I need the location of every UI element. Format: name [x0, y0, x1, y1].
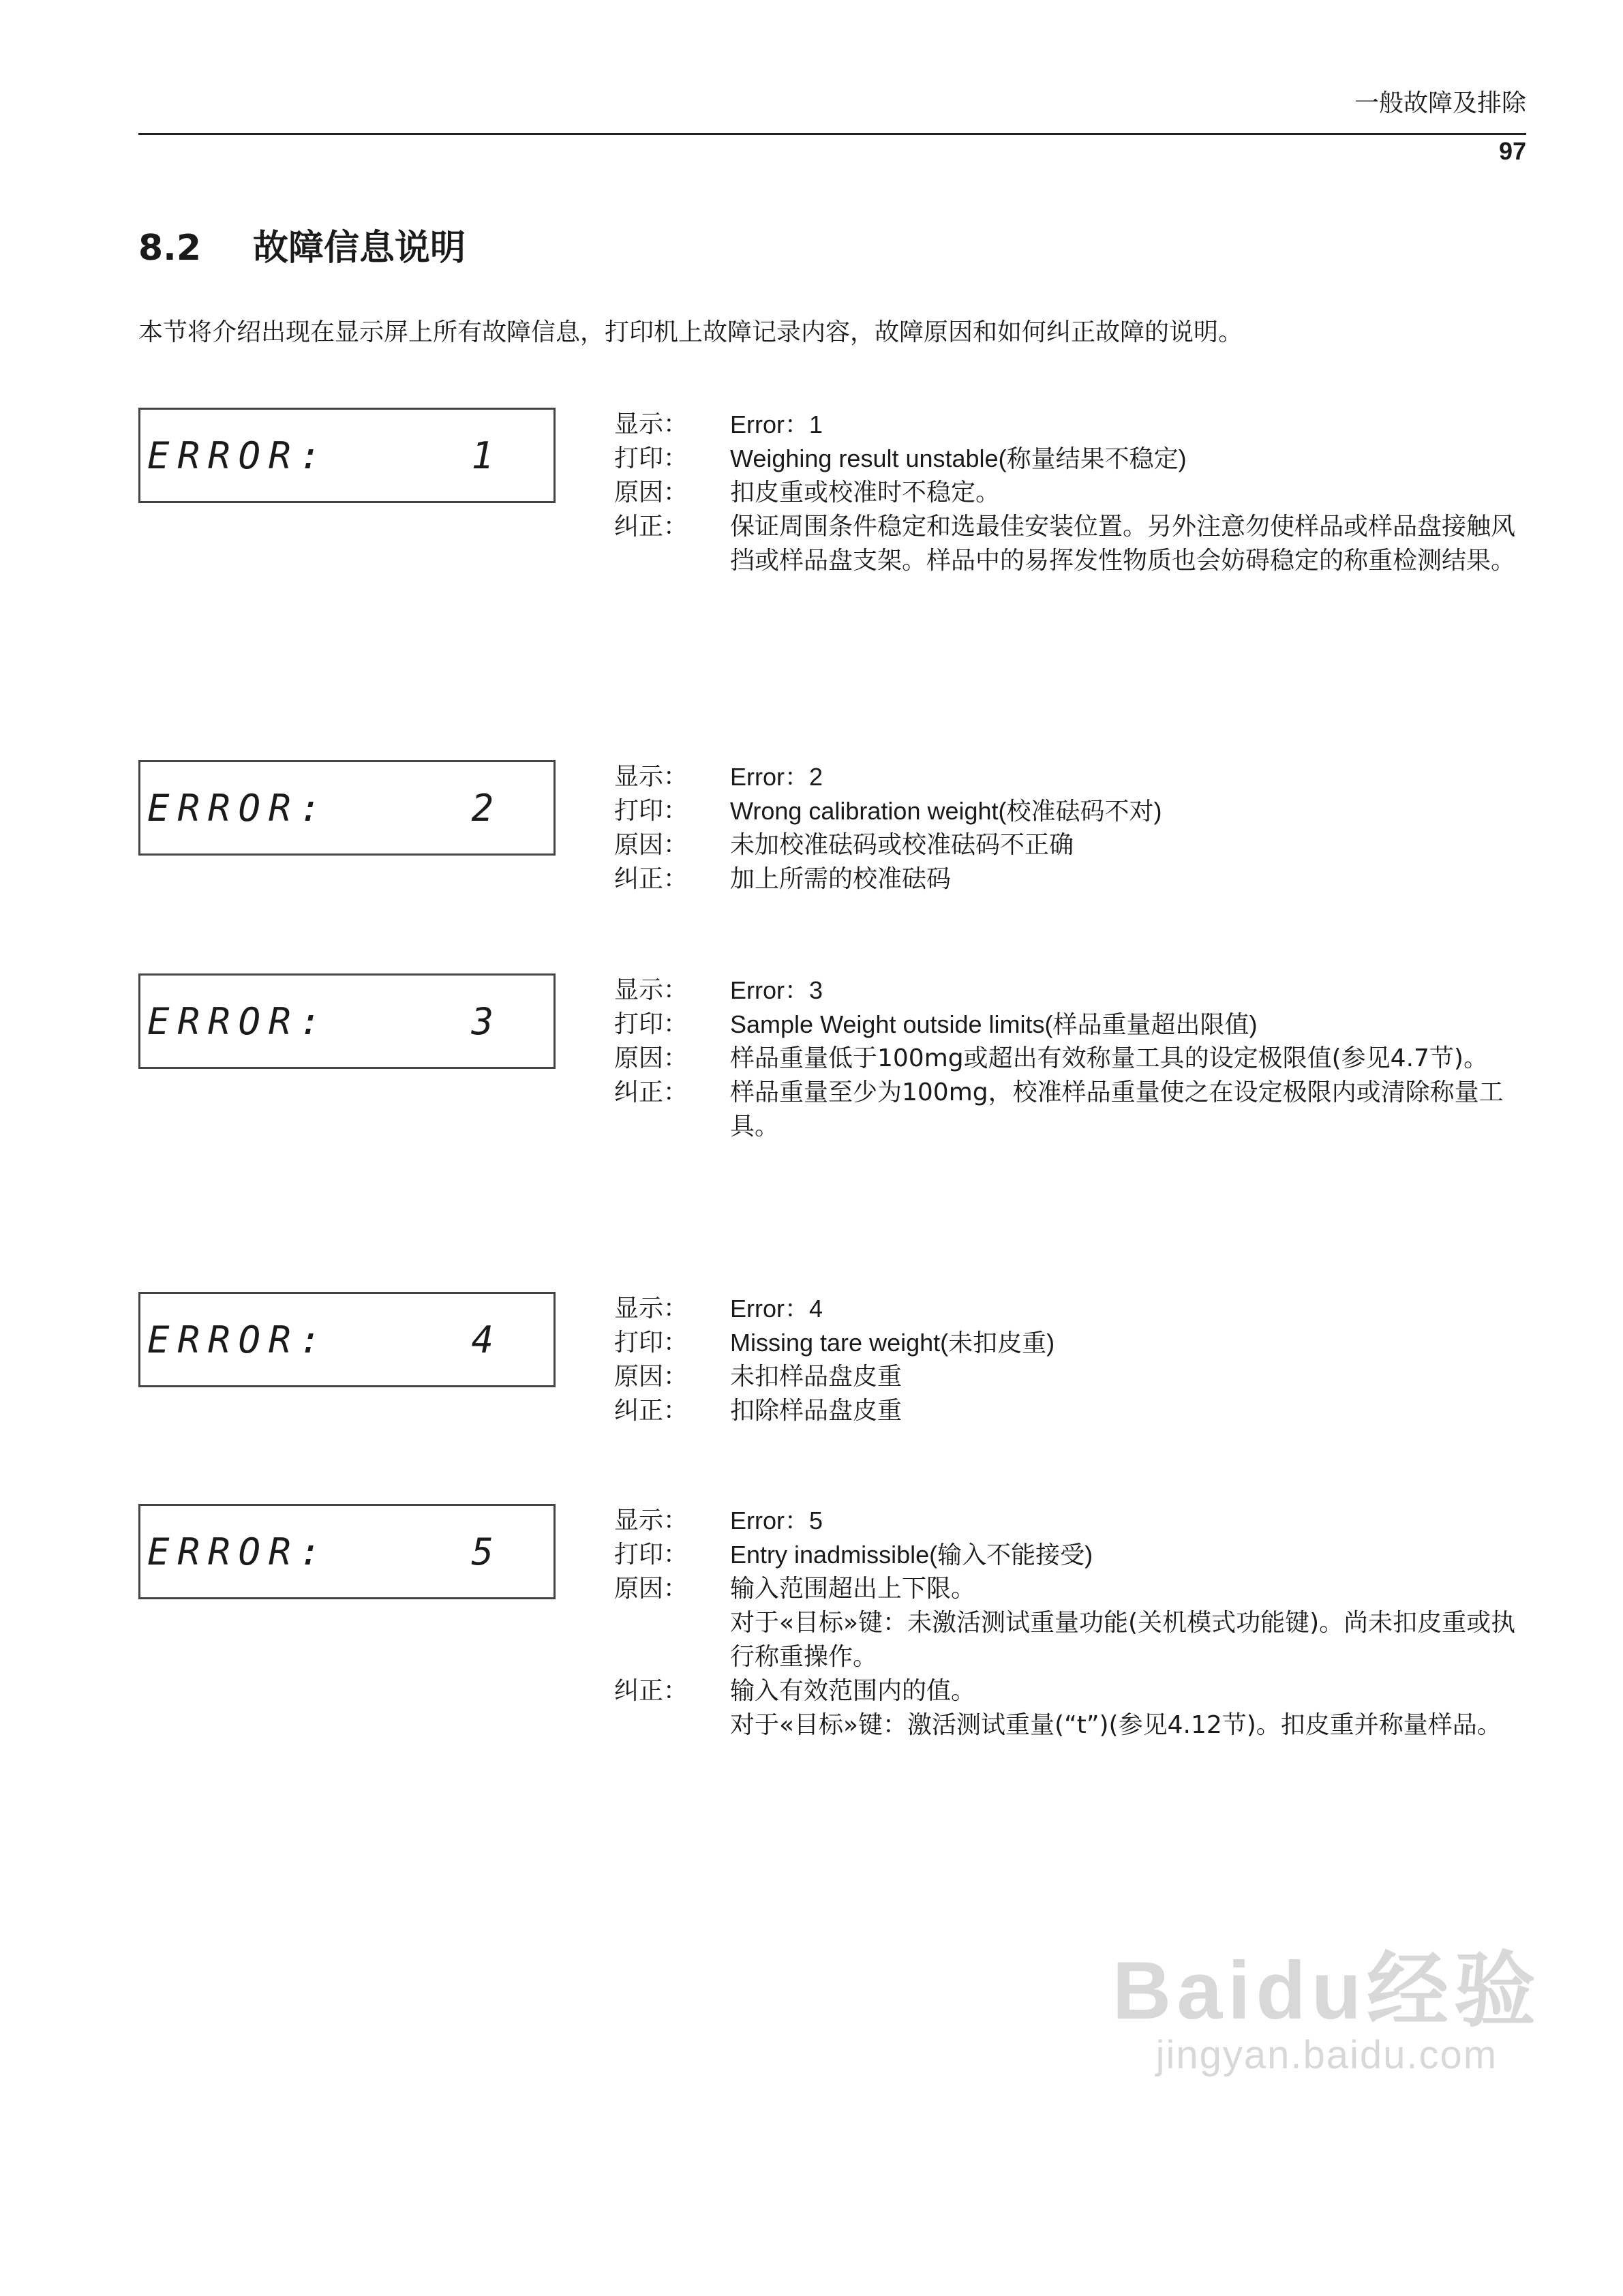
watermark-site: jingyan.baidu.com [1155, 2033, 1498, 2077]
section-title: 故障信息说明 [253, 228, 466, 269]
print-value: Wrong calibration weight(校准砝码不对) [730, 797, 1162, 825]
cause-label: 原因： [614, 1363, 688, 1391]
print-value: Entry inadmissible(输入不能接受) [730, 1541, 1093, 1569]
cause-row [614, 1572, 1529, 1606]
remedy-row [614, 1076, 1529, 1144]
lcd-error-code: 4 [471, 1318, 502, 1361]
cause-label: 原因： [614, 1044, 688, 1072]
print-label: 打印： [614, 1541, 688, 1569]
display-value: Error：2 [730, 763, 823, 791]
remedy-row [614, 862, 1529, 896]
lcd-error-code: 5 [471, 1530, 502, 1573]
lcd-display [138, 408, 556, 503]
display-row [614, 760, 1529, 794]
intro-paragraph: 本节将介绍出现在显示屏上所有故障信息，打印机上故障记录内容，故障原因和如何纠正故障的说明。 [138, 318, 1243, 346]
cause-row [614, 1042, 1529, 1076]
print-label: 打印： [614, 1329, 688, 1357]
remedy-extra-row [614, 1708, 1529, 1742]
display-value: Error：4 [730, 1295, 823, 1323]
display-value: Error：1 [730, 410, 823, 438]
print-row [614, 1008, 1529, 1042]
remedy-extra-value: 对于«目标»键：激活测试重量(“t”)(参见4.12节)。扣皮重并称量样品。 [730, 1711, 1502, 1739]
page-number: 97 [1498, 137, 1526, 165]
display-label: 显示： [614, 763, 688, 791]
cause-row [614, 476, 1529, 510]
section-heading [138, 224, 466, 273]
error-details [614, 760, 1529, 896]
print-row [614, 794, 1529, 828]
section-number: 8.2 [138, 228, 202, 269]
cause-row [614, 1360, 1529, 1394]
cause-value: 未加校准砝码或校准砝码不正确 [730, 831, 1074, 859]
cause-extra-row [614, 1606, 1529, 1674]
print-label: 打印： [614, 1010, 688, 1038]
lcd-error-word: ERROR: [147, 434, 330, 477]
remedy-row [614, 1394, 1529, 1428]
print-row [614, 1538, 1529, 1572]
display-row [614, 973, 1529, 1008]
lcd-error-word: ERROR: [147, 787, 330, 830]
print-row [614, 442, 1529, 476]
print-label: 打印： [614, 797, 688, 825]
print-value: Weighing result unstable(称量结果不稳定) [730, 444, 1187, 472]
print-value: Missing tare weight(未扣皮重) [730, 1329, 1055, 1357]
remedy-row [614, 510, 1529, 578]
lcd-error-word: ERROR: [147, 1000, 330, 1043]
cause-value: 输入范围超出上下限。 [730, 1575, 976, 1603]
display-row [614, 1504, 1529, 1538]
baidu-watermark [1112, 1945, 1541, 2079]
error-details [614, 1504, 1529, 1742]
cause-label: 原因： [614, 1575, 688, 1603]
print-row [614, 1326, 1529, 1360]
display-value: Error：3 [730, 976, 823, 1004]
error-details [614, 408, 1529, 578]
lcd-display [138, 1292, 556, 1387]
print-value: Sample Weight outside limits(样品重量超出限值) [730, 1010, 1258, 1038]
error-details [614, 1292, 1529, 1428]
cause-value: 未扣样品盘皮重 [730, 1363, 902, 1391]
remedy-label: 纠正： [614, 1677, 688, 1705]
display-label: 显示： [614, 410, 688, 438]
remedy-row [614, 1674, 1529, 1708]
remedy-value: 保证周围条件稳定和选最佳安装位置。另外注意勿使样品或样品盘接触风挡或样品盘支架。样品中的易挥发性物质也会妨碍稳定的称重检测结果。 [730, 513, 1516, 575]
remedy-value: 样品重量至少为100mg，校准样品重量使之在设定极限内或清除称量工具。 [730, 1078, 1504, 1141]
error-details [614, 973, 1529, 1144]
lcd-error-code: 1 [471, 434, 502, 477]
remedy-label: 纠正： [614, 513, 688, 541]
watermark-brand: Baidu经验 [1112, 1945, 1541, 2036]
cause-extra-value: 对于«目标»键：未激活测试重量功能(关机模式功能键)。尚未扣皮重或执行称重操作。 [730, 1609, 1516, 1671]
display-label: 显示： [614, 1507, 688, 1535]
remedy-label: 纠正： [614, 865, 688, 893]
cause-value: 扣皮重或校准时不稳定。 [730, 479, 1001, 507]
cause-label: 原因： [614, 479, 688, 507]
cause-value: 样品重量低于100mg或超出有效称量工具的设定极限值(参见4.7节)。 [730, 1044, 1488, 1072]
header-divider [138, 133, 1526, 135]
display-row [614, 408, 1529, 442]
display-label: 显示： [614, 976, 688, 1004]
display-label: 显示： [614, 1295, 688, 1323]
remedy-value: 输入有效范围内的值。 [730, 1677, 976, 1705]
cause-label: 原因： [614, 831, 688, 859]
lcd-error-code: 3 [471, 1000, 502, 1043]
lcd-error-code: 2 [471, 787, 502, 830]
remedy-label: 纠正： [614, 1397, 688, 1425]
remedy-label: 纠正： [614, 1078, 688, 1106]
lcd-display [138, 1504, 556, 1599]
remedy-value: 加上所需的校准砝码 [730, 865, 952, 893]
lcd-error-word: ERROR: [147, 1530, 330, 1573]
page-header-title: 一般故障及排除 [1354, 89, 1526, 117]
display-row [614, 1292, 1529, 1326]
remedy-value: 扣除样品盘皮重 [730, 1397, 902, 1425]
print-label: 打印： [614, 444, 688, 472]
display-value: Error：5 [730, 1507, 823, 1535]
lcd-error-word: ERROR: [147, 1318, 330, 1361]
lcd-display [138, 760, 556, 856]
lcd-display [138, 973, 556, 1069]
cause-row [614, 828, 1529, 862]
